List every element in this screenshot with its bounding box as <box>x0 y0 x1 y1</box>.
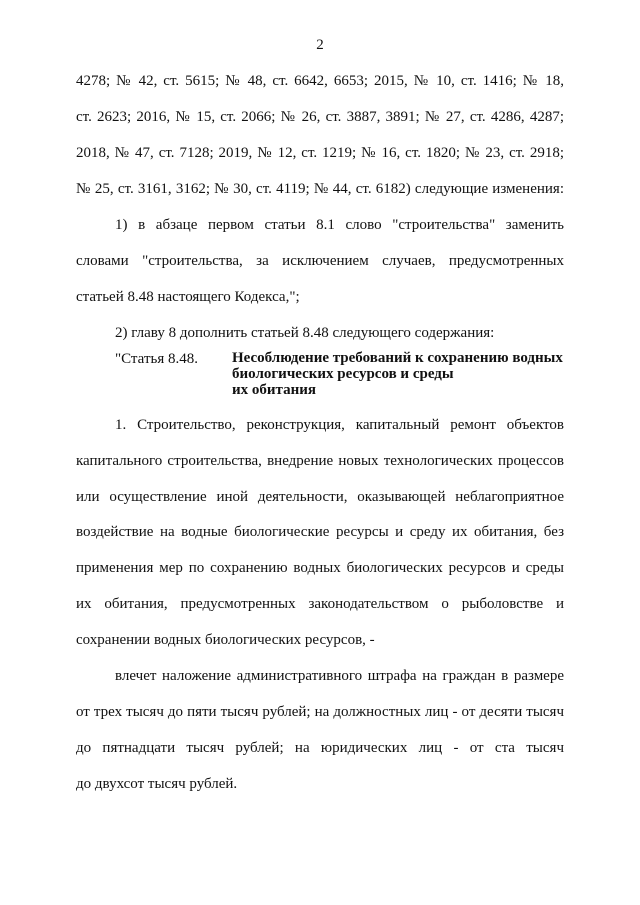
article-title-line: Несоблюдение требований к сохранению водных <box>232 350 563 366</box>
article-title-line: их обитания <box>232 382 316 398</box>
penalty-line: от трех тысяч до пяти тысяч рублей; на должностных лиц - от десяти тысяч <box>76 704 564 720</box>
paragraph-line: капитального строительства, внедрение новых технологических процессов <box>76 453 564 469</box>
paragraph-line: или осуществление иной деятельности, оказывающей неблагоприятное <box>76 489 564 505</box>
page-number: 2 <box>316 37 324 53</box>
item2-line: 2) главу 8 дополнить статьей 8.48 следующего содержания: <box>115 325 495 341</box>
penalty-line: до пятнадцати тысяч рублей; на юридических лиц - от ста тысяч <box>76 740 564 756</box>
article-title-line: биологических ресурсов и среды <box>232 366 454 382</box>
intro-line: 4278; № 42, ст. 5615; № 48, ст. 6642, 6653; 2015, № 10, ст. 1416; № 18, <box>76 73 564 89</box>
paragraph-line: сохранении водных биологических ресурсов, - <box>76 632 375 648</box>
intro-line: № 25, ст. 3161, 3162; № 30, ст. 4119; № 44, ст. 6182) следующие изменения: <box>76 181 564 197</box>
item1-line: словами "строительства, за исключением случаев, предусмотренных <box>76 253 564 269</box>
paragraph-line: их обитания, предусмотренных законодательством о рыболовстве и <box>76 596 564 612</box>
penalty-line: до двухсот тысяч рублей. <box>76 776 238 792</box>
intro-line: ст. 2623; 2016, № 15, ст. 2066; № 26, ст. 3887, 3891; № 27, ст. 4286, 4287; <box>76 109 564 125</box>
article-label: "Статья 8.48. <box>115 351 198 367</box>
paragraph-line: применения мер по сохранению водных биологических ресурсов и среды <box>76 560 564 576</box>
paragraph-line: 1. Строительство, реконструкция, капитальный ремонт объектов <box>115 417 564 433</box>
item1-line: 1) в абзаце первом статьи 8.1 слово "строительства" заменить <box>115 217 564 233</box>
penalty-line: влечет наложение административного штрафа на граждан в размере <box>115 668 564 684</box>
item1-line: статьей 8.48 настоящего Кодекса,"; <box>76 289 300 305</box>
intro-line: 2018, № 47, ст. 7128; 2019, № 12, ст. 1219; № 16, ст. 1820; № 23, ст. 2918; <box>76 145 564 161</box>
paragraph-line: воздействие на водные биологические ресурсы и среду их обитания, без <box>76 524 564 540</box>
